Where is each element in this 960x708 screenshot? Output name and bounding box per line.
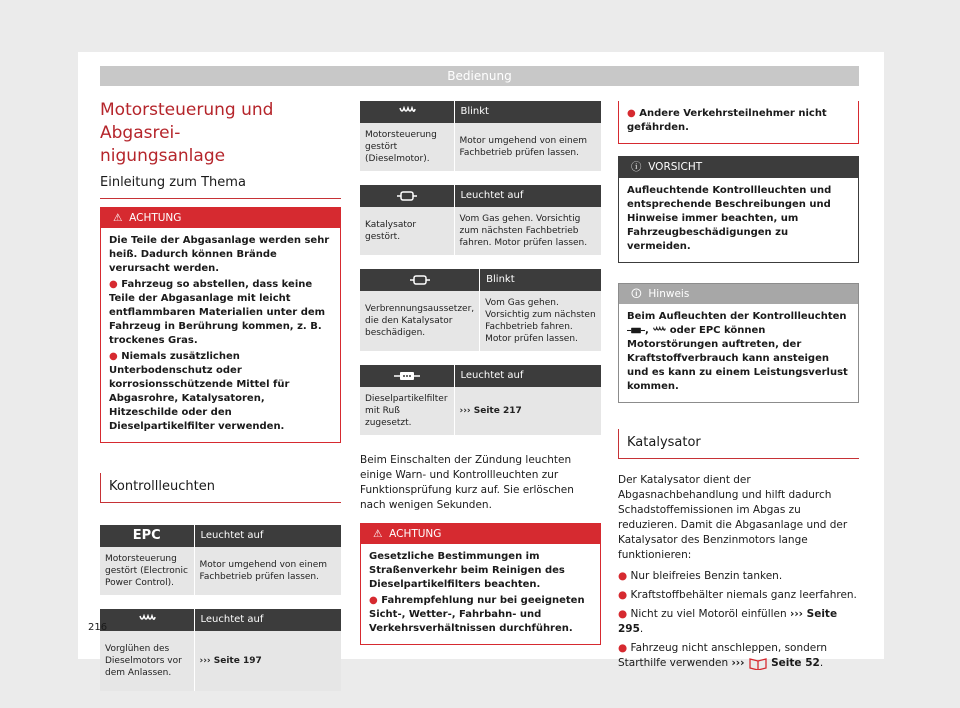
caution-label: VORSICHT [648,161,703,173]
page-number: 216 [88,622,108,633]
lamp-status: Leuchtet auf [454,365,601,387]
lamp-table-dpf [360,365,601,435]
glow-plug-icon [100,609,194,631]
manual-page [78,52,884,678]
list-item: ● Fahrzeug nicht anschleppen, sondern Starthilfe verwenden ››› Seite 52. [618,642,828,669]
epc-icon: EPC [100,525,194,547]
lamp-meaning: Katalysator gestört. [360,207,454,255]
book-icon [748,657,768,670]
warning-bullet-text: Andere Verkehrsteilnehmer nicht gefährden. [627,108,827,133]
caution-text: Aufleuchtende Kontrollleuchten und entsprechende Beschreibungen und Hinweise immer beachten, um Fahrzeugbeschädigungen zu vermeiden. [627,185,832,252]
lamp-status: Leuchtet auf [454,185,601,207]
warning-header [361,524,600,544]
list-item-text: Fahrzeug nicht anschleppen, sondern Starthilfe verwenden [618,642,828,669]
warning-box [100,207,341,443]
warning-bullet: ● Niemals zusätzlichen Unterbodenschutz oder korrosionsschützende Mittel für Abgasrohre, Katalysatoren, Hitzeschilde oder den Dieselpartikelfilter verwenden. [109,351,290,432]
warning-bullet-text: Fahrempfehlung nur bei geeigneten Sicht-, Wetter-, Fahrbahn- und Verkehrsverhältnissen durchführen. [369,595,585,634]
warning-text: Die Teile der Abgasanlage werden sehr heiß. Dadurch können Brände verursacht werden. [109,235,330,274]
lamp-table-catalyst [360,185,601,255]
lamp-status: Leuchtet auf [194,525,341,547]
intro-text: Beim Einschalten der Zündung leuchten einige Warn- und Kontrollleuchten zur Funktionsprüfung kurz auf. Sie erlöschen nach wenigen Sekunden. [360,454,574,511]
diesel-particulate-filter-icon [627,326,645,335]
lamp-status: Leuchtet auf [194,609,341,631]
note-text-2: oder [669,325,696,336]
warning-bullet-text: Fahrzeug so abstellen, dass keine Teile der Abgasanlage mit leicht entflammbaren Materialien unter dem Fahrzeug in Berührung kommen, z. B. trockenes Gras. [109,279,326,346]
warning-box-continued [618,101,859,144]
subtitle: Einleitung zum Thema [100,175,341,199]
lamp-table-glow [100,609,341,691]
catalyst-list [618,569,859,671]
title-line-2: nigungsanlage [100,146,226,166]
warning-body [361,544,600,644]
lamp-table-glow-blink [360,101,601,171]
lamp-meaning: Vorglühen des Dieselmotors vor dem Anlassen. [100,631,194,691]
lamp-action: Motor umgehend von einem Fachbetrieb prüfen lassen. [194,547,341,595]
lamp-action: Vom Gas gehen. Vorsichtig zum nächsten Fachbetrieb fahren. Motor prüfen lassen. [480,291,601,351]
column-middle [360,101,601,645]
catalyst-icon [360,185,454,207]
note-label: Hinweis [648,288,690,300]
lamp-action: Vom Gas gehen. Vorsichtig zum nächsten Fachbetrieb fahren. Motor prüfen lassen. [454,207,601,255]
diesel-particulate-filter-icon [360,365,454,387]
warning-label: ACHTUNG [389,528,442,540]
page-title [100,99,341,168]
lamp-meaning: Motorsteuerung gestört (Dieselmotor). [360,123,454,171]
list-item: ● Kraftstoffbehälter niemals ganz leerfahren. [618,589,857,601]
catalyst-icon [360,269,480,291]
list-item: ● Nur bleifreies Benzin tanken. [618,570,783,582]
lamp-action: Motor umgehend von einem Fachbetrieb prüfen lassen. [454,123,601,171]
warning-triangle-icon: ⚠ [373,528,383,540]
caution-box [618,156,859,263]
list-item-text: Nur bleifreies Benzin tanken. [630,570,783,582]
warning-body [101,228,340,442]
warning-triangle-icon: ⚠ [113,212,123,224]
column-right [618,101,859,671]
glow-plug-icon [360,101,454,123]
lamp-table-catalyst-blink [360,269,601,351]
link-arrows: ››› [731,657,745,669]
list-item-text: Kraftstoffbehälter niemals ganz leerfahren. [630,589,857,601]
lamp-meaning: Motorsteuerung gestört (Electronic Power Control). [100,547,194,595]
warning-label: ACHTUNG [129,212,182,224]
catalyst-text: Der Katalysator dient der Abgasnachbehandlung und hilft dadurch Schadstoffemissionen im Abgas zu reduzieren. Damit die Abgasanlage und der Katalysator des Benzinmotors lange funktionieren: [618,474,848,561]
warning-bullet-text: Niemals zusätzlichen Unterbodenschutz oder korrosionsschützende Mittel für Abgasrohre, Katalysatoren, Hitzeschilde oder den Dieselpartikelfilter verwenden. [109,351,290,432]
lamp-table-epc [100,525,341,595]
warning-header [101,208,340,228]
note-text: Beim Aufleuchten der Kontrollleuchten , oder EPC können Motorstörungen auftreten, der Kraftstoffverbrauch kann ansteigen und es kann zu einem Leistungsverlust kommen. [627,311,848,392]
warning-box [360,523,601,645]
note-text-3: können Motorstörungen auftreten, der Kraftstoffverbrauch kann ansteigen und es kann zu einem Leistungsverlust kommen. [627,325,848,392]
caution-header [619,157,858,178]
page-link[interactable]: ››› Seite 217 [454,387,601,435]
page-link[interactable]: Seite 52 [771,657,820,669]
section-katalysator [618,435,859,459]
note-box [618,283,859,403]
section-title-text: Katalysator [627,435,701,450]
warning-bullet: ● Fahrempfehlung nur bei geeigneten Sicht-, Wetter-, Fahrbahn- und Verkehrsverhältnissen durchführen. [369,595,585,634]
note-icon: 🛈 [631,288,642,300]
note-text-1: Beim Aufleuchten der Kontrollleuchten [627,311,847,322]
note-header [619,284,858,304]
list-item: ● Nicht zu viel Motoröl einfüllen ››› Seite 295. [618,608,838,635]
section-title-text: Kontrollleuchten [109,479,215,494]
list-item-text: Nicht zu viel Motoröl einfüllen [630,608,787,620]
lamp-meaning: Dieselpartikelfilter mit Ruß zugesetzt. [360,387,454,435]
page-link[interactable]: ››› Seite 295 [618,608,838,635]
info-circle-icon: ⓘ [631,161,642,173]
warning-bullet: ● Fahrzeug so abstellen, dass keine Teile der Abgasanlage mit leicht entflammbaren Materialien unter dem Fahrzeug in Berührung kommen, z. B. trockenes Gras. [109,279,326,346]
glow-plug-icon [652,326,666,334]
warning-text: Gesetzliche Bestimmungen im Straßenverkehr beim Reinigen des Dieselpartikelfilters beachten. [369,551,565,590]
lamp-status: Blinkt [454,101,601,123]
warning-bullet: ● Andere Verkehrsteilnehmer nicht gefährden. [627,108,827,133]
section-kontrollleuchten [100,479,341,503]
page-header: Bedienung [100,66,859,86]
title-line-1: Motorsteuerung und Abgasrei- [100,100,274,143]
page-link[interactable]: ››› Seite 197 [194,631,341,691]
epc-icon: EPC [699,325,721,336]
lamp-status: Blinkt [480,269,601,291]
column-left [100,97,341,691]
warning-body [619,101,858,143]
lamp-meaning: Verbrennungsaussetzer, die den Katalysator beschädigen. [360,291,480,351]
